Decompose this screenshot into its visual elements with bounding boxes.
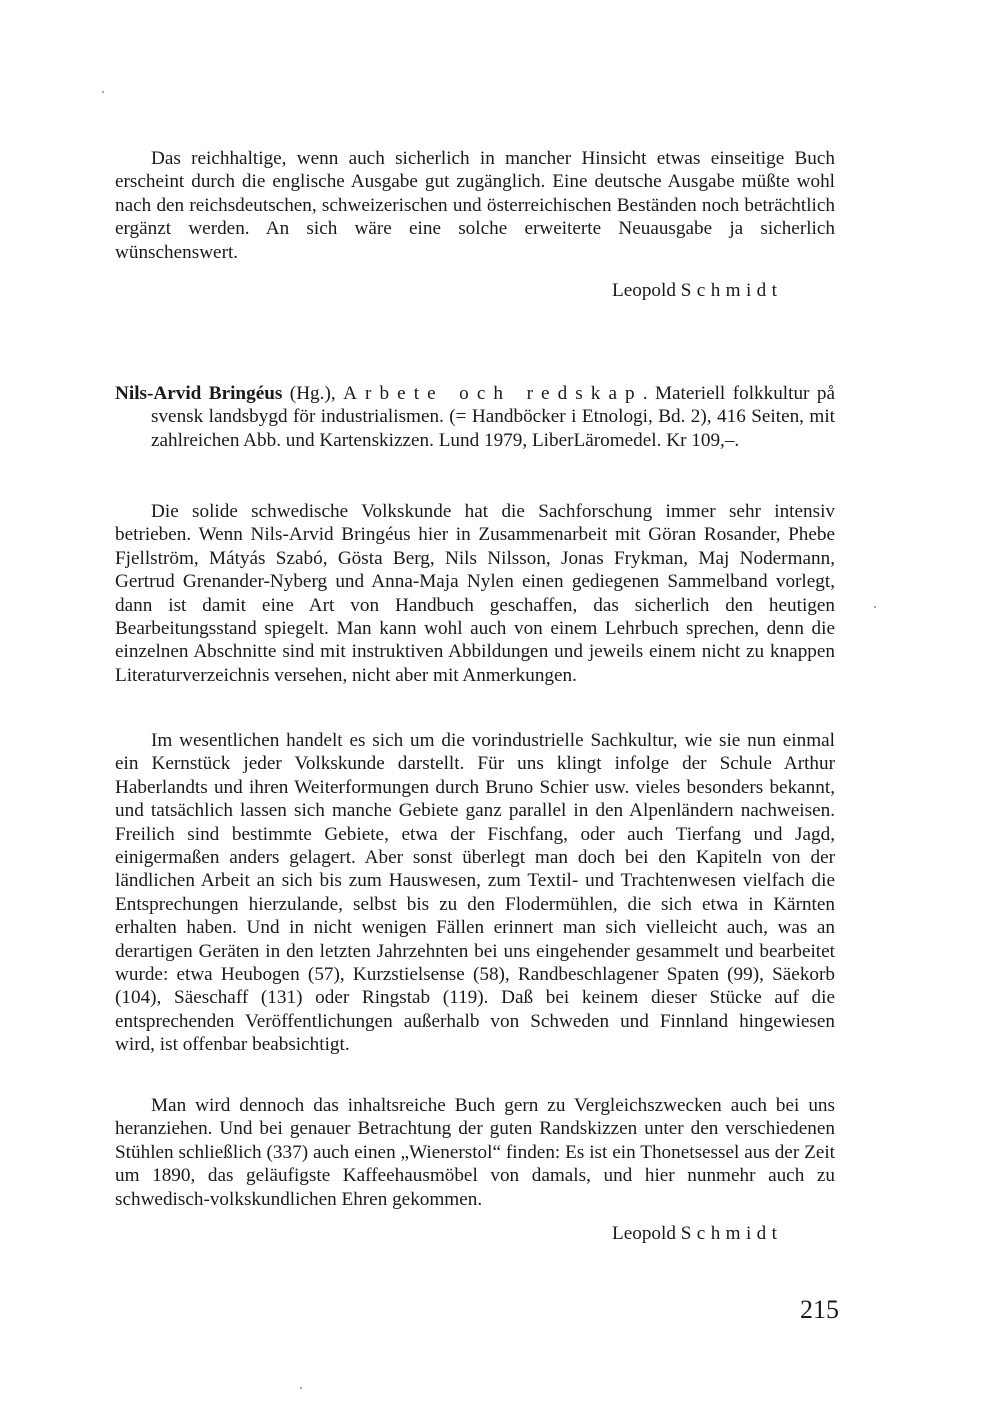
paragraph: Das reichhaltige, wenn auch sicherlich in mancher Hinsicht etwas einseitige Buch erscheint durch die englische Ausgabe gut zugänglich. Eine deutsche Ausgabe müßte wohl nach den reichsdeutschen, schweizerischen und österreichischen Beständen noch beträchtlich ergänzt werden. An sich wäre eine solche erweiterte Neuausgabe ja sicherlich wünschenswert. [115, 148, 835, 263]
paragraph: Im wesentlichen handelt es sich um die vorindustrielle Sachkultur, wie sie nun einmal ein Kernstück jeder Volkskunde darstellt. Für uns klingt infolge der Schule Arthur Haberlandts und ihren Weiterformungen durch Bruno Schier usw. vieles besonders bekannt, und tatsächlich lassen sich manche Gebiete ganz parallel in den Alpenländern nachweisen. Freilich sind bestimmte Gebiete, etwa der Fischfang, oder auch Tierfang und Jagd, einigermaßen anders gelagert. Aber sonst überlegt man doch bei den Kapiteln von der ländlichen Arbeit an sich bis zum Hauswesen, zum Textil- und Trachtenwesen vielfach die Entsprechungen hierzulande, selbst bis zu den Flodermühlen, die sich etwa in Kärnten erhalten haben. Und in nicht wenigen Fällen erinnert man sich vielleicht auch, was an derartigen Geräten in den letzten Jahrzehnten bei uns eingehender gesammelt und bearbeitet wurde: etwa Heubogen (57), Kurzstielsense (58), Randbeschlagener Spaten (99), Säekorb (104), Säeschaff (131) oder Ringstab (119). Daß bei keinem dieser Stücke auf die entsprechenden Veröffentlichungen außerhalb von Schweden und Finnland hingewiesen wird, ist offenbar beabsichtigt. [115, 730, 835, 1056]
review2-paragraph-1 [115, 500, 835, 687]
signature-last-name: Schmidt [680, 1223, 783, 1244]
review2-signature [612, 1222, 782, 1246]
entry-title: Arbete och redskap [343, 383, 643, 404]
review1-closing-paragraph [115, 147, 835, 264]
scan-speck [102, 91, 104, 93]
entry-author: Nils-Arvid Bringéus [115, 383, 283, 404]
bibliographic-entry [115, 382, 835, 452]
paragraph: Die solide schwedische Volkskunde hat die Sachforschung immer sehr intensiv betrieben. Wenn Nils-Arvid Bringéus hier in Zusammenarbeit mit Göran Rosander, Phebe Fjellström, Mátyás Szabó, Gösta Berg, Nils Nilsson, Jonas Frykman, Maj Nodermann, Gertrud Grenander-Nyberg und Anna-Maja Nylen einen gediegenen Sammelband vorlegt, dann ist damit eine Art von Handbuch geschaffen, das sicherlich den heutigen Bearbeitungsstand spiegelt. Man kann wohl auch von einem Lehrbuch sprechen, denn die einzelnen Abschnitte sind mit instruktiven Abbildungen und jeweils einem nicht zu knappen Literaturverzeichnis versehen, nicht aber mit Anmerkungen. [115, 501, 835, 686]
entry-details: . Materiell folkkultur på svensk landsbygd för industrialismen. (= Handböcker i Etnologi, Bd. 2), 416 Seiten, mit zahlreichen Abb. und Kartenskizzen. Lund 1979, LiberLäromedel. Kr 109,–. [151, 383, 835, 451]
review1-signature [612, 279, 782, 303]
page-number: 215 [800, 1295, 839, 1324]
entry-editor-note: (Hg.), [282, 383, 344, 404]
signature-first-name: Leopold [612, 1223, 676, 1244]
review2-paragraph-3 [115, 1094, 835, 1211]
review2-paragraph-2 [115, 729, 835, 1057]
signature-first-name: Leopold [612, 280, 676, 301]
scan-speck [874, 606, 876, 608]
paragraph: Man wird dennoch das inhaltsreiche Buch gern zu Vergleichszwecken auch bei uns heranziehen. Und bei genauer Betrachtung der guten Randskizzen unter den verschiedenen Stühlen schließlich (337) auch einen „Wienerstol“ finden: Es ist ein Thonetsessel aus der Zeit um 1890, das geläufigste Kaffeehausmöbel von damals, und hier nunmehr auch zu schwedisch-volkskundlichen Ehren gekommen. [115, 1095, 835, 1210]
signature-last-name: Schmidt [680, 280, 783, 301]
scan-speck [300, 1387, 302, 1389]
